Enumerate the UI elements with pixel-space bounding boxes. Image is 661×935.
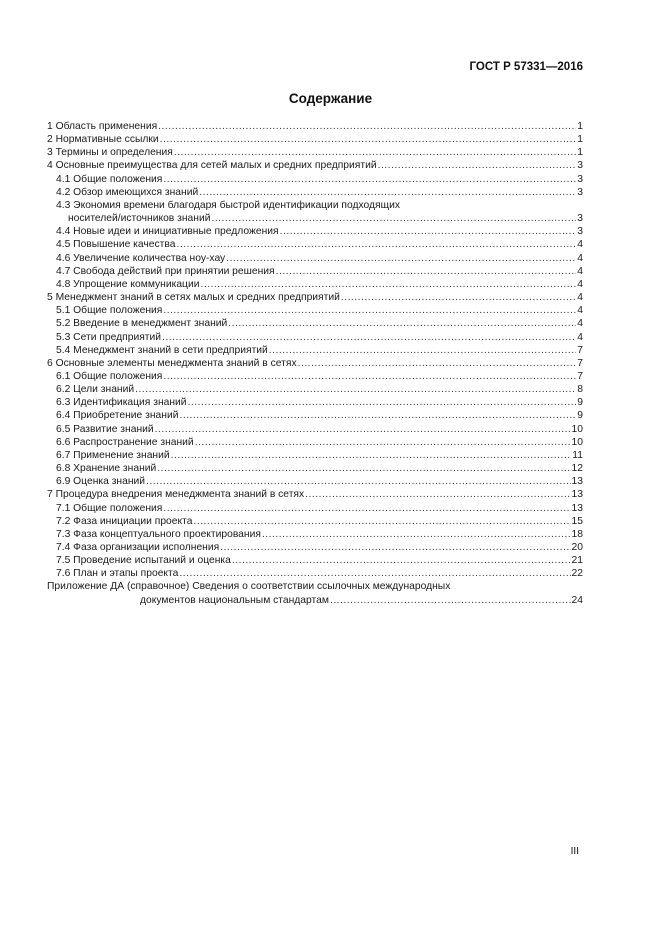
toc-entry[interactable] xyxy=(47,383,583,396)
leader-dots xyxy=(155,423,571,436)
toc-page-number: 1 xyxy=(577,121,583,132)
leader-dots xyxy=(176,238,576,251)
toc-entry[interactable] xyxy=(47,133,583,146)
leader-dots xyxy=(146,475,571,488)
leader-dots xyxy=(188,396,577,409)
toc-entry-label: 5.1 Общие положения xyxy=(56,305,163,317)
leader-dots xyxy=(305,488,570,501)
leader-dots xyxy=(163,304,576,317)
leader-dots xyxy=(193,515,570,528)
toc-entry[interactable] xyxy=(47,225,583,238)
toc-page-number: 4 xyxy=(577,331,583,343)
toc-page-number: 4 xyxy=(577,265,583,277)
leader-dots xyxy=(174,146,576,159)
toc-page-number: 9 xyxy=(577,397,583,409)
toc-entry-label: 3 Термины и определения xyxy=(47,147,173,159)
toc-entry[interactable] xyxy=(47,212,583,225)
toc-entry[interactable] xyxy=(47,370,583,383)
toc-page-number: 1 xyxy=(577,147,583,159)
toc-page-number: 9 xyxy=(577,410,583,422)
page-number: III xyxy=(570,846,579,857)
toc-entry-label: 6.6 Распространение знаний xyxy=(56,436,194,448)
leader-dots xyxy=(199,186,576,199)
toc-entry-label: 6.7 Применение знаний xyxy=(56,449,170,461)
toc-page-number: 21 xyxy=(571,555,583,567)
leader-dots xyxy=(179,567,570,580)
leader-dots xyxy=(163,370,576,383)
toc-entry[interactable] xyxy=(47,436,583,449)
leader-dots xyxy=(220,541,570,554)
toc-entry-label: 2 Нормативные ссылки xyxy=(47,134,159,146)
toc-entry-label: 7.4 Фаза организации исполнения xyxy=(56,542,220,553)
leader-dots xyxy=(280,225,577,238)
leader-dots xyxy=(341,291,576,304)
leader-dots xyxy=(232,554,571,567)
leader-dots xyxy=(179,409,576,422)
leader-dots xyxy=(226,252,576,265)
toc-entry[interactable] xyxy=(47,357,583,370)
toc-entry[interactable] xyxy=(47,173,583,186)
toc-page-number: 3 xyxy=(577,160,583,172)
toc-page-number: 7 xyxy=(577,357,583,369)
toc-entry-label: 1 Область применения xyxy=(47,121,158,132)
leader-dots xyxy=(200,278,576,291)
leader-dots xyxy=(330,594,571,607)
toc-page-number: 4 xyxy=(577,278,583,290)
toc-entry[interactable] xyxy=(47,186,583,199)
leader-dots xyxy=(269,344,576,357)
toc-entry[interactable] xyxy=(47,515,583,528)
toc-entry-label: 6.8 Хранение знаний xyxy=(56,463,157,475)
leader-dots xyxy=(378,159,577,172)
leader-dots xyxy=(195,436,571,449)
toc-title: Содержание xyxy=(288,91,373,106)
toc-entry-label: 4.4 Новые идеи и инициативные предложения xyxy=(56,226,279,238)
toc-page-number: 12 xyxy=(571,463,583,475)
leader-dots xyxy=(163,173,576,186)
toc-page-number: 3 xyxy=(577,213,583,225)
toc-entry-label[interactable]: 4.3 Экономия времени благодаря быстрой идентификации подходящих xyxy=(56,199,401,211)
toc-page-number: 8 xyxy=(577,384,583,396)
leader-dots xyxy=(163,502,570,515)
toc-entry[interactable] xyxy=(47,567,583,580)
leader-dots xyxy=(158,120,576,133)
toc-entry[interactable] xyxy=(47,265,583,278)
toc-page-number: 4 xyxy=(577,239,583,251)
toc-entry-label: 6.1 Общие положения xyxy=(56,370,163,382)
toc-page-number: 18 xyxy=(571,528,583,540)
table-of-contents xyxy=(47,120,583,607)
toc-page-number: 4 xyxy=(577,292,583,304)
toc-page-number: 4 xyxy=(577,252,583,264)
toc-page-number: 24 xyxy=(571,594,583,606)
toc-entry[interactable] xyxy=(47,120,583,133)
toc-entry[interactable] xyxy=(47,554,583,567)
toc-entry-label: 7.5 Проведение испытаний и оценка xyxy=(56,555,231,567)
toc-entry-label: 6.2 Цели знаний xyxy=(56,384,135,396)
toc-entry-label: 5 Менеджмент знаний в сетях малых и средних предприятий xyxy=(47,292,340,304)
toc-page-number: 13 xyxy=(571,476,583,488)
toc-entry[interactable] xyxy=(47,449,583,462)
toc-page-number: 7 xyxy=(577,344,583,356)
toc-entry-label: 6.5 Развитие знаний xyxy=(56,423,154,435)
toc-entry[interactable] xyxy=(47,409,583,422)
toc-entry-label: 7 Процедура внедрения менеджмента знаний в сетях xyxy=(47,489,305,501)
toc-entry-label: 6.4 Приобретение знаний xyxy=(56,410,179,422)
toc-page-number: 10 xyxy=(571,436,583,448)
toc-entry-label: 7.2 Фаза инициации проекта xyxy=(56,515,193,527)
leader-dots xyxy=(160,133,577,146)
leader-dots xyxy=(162,331,576,344)
toc-entry-label: 6.3 Идентификация знаний xyxy=(56,397,187,409)
toc-entry[interactable] xyxy=(47,594,583,607)
toc-entry[interactable] xyxy=(47,238,583,251)
toc-page-number: 15 xyxy=(571,515,583,527)
toc-page-number: 10 xyxy=(571,423,583,435)
toc-page-number: 1 xyxy=(577,134,583,146)
toc-page-number: 7 xyxy=(577,370,583,382)
toc-entry-label: 4.8 Упрощение коммуникации xyxy=(56,278,200,290)
leader-dots xyxy=(157,462,570,475)
toc-entry-label: 7.1 Общие положения xyxy=(56,502,163,514)
leader-dots xyxy=(228,317,576,330)
leader-dots xyxy=(211,212,576,225)
toc-page-number: 11 xyxy=(572,449,583,461)
toc-entry-label: 7.3 Фаза концептуального проектирования xyxy=(56,528,261,540)
toc-entry-label: 5.2 Введение в менеджмент знаний xyxy=(56,318,228,330)
toc-page-number: 13 xyxy=(571,489,583,501)
toc-entry[interactable] xyxy=(47,541,583,554)
toc-entry[interactable] xyxy=(47,502,583,515)
leader-dots xyxy=(262,528,571,541)
toc-page-number: 20 xyxy=(571,542,583,553)
toc-entry[interactable] xyxy=(47,475,583,488)
toc-entry-label: 6 Основные элементы менеджмента знаний в сетях xyxy=(47,357,297,369)
toc-entry[interactable] xyxy=(47,146,583,159)
leader-dots xyxy=(171,449,572,462)
toc-entry[interactable] xyxy=(47,528,583,541)
toc-entry[interactable] xyxy=(47,278,583,291)
toc-entry-label-continued: носителей/источников знаний xyxy=(68,213,211,225)
leader-dots xyxy=(298,357,577,370)
toc-entry-label-continued: документов национальным стандартам xyxy=(140,594,329,606)
toc-entry[interactable] xyxy=(47,462,583,475)
toc-entry-label: 5.3 Сети предприятий xyxy=(56,331,161,343)
toc-entry[interactable] xyxy=(47,317,583,330)
toc-entry-label: 4 Основные преимущества для сетей малых и средних предприятий xyxy=(47,160,377,172)
toc-entry-label: 6.9 Оценка знаний xyxy=(56,476,146,488)
toc-entry[interactable] xyxy=(47,252,583,265)
standard-code: ГОСТ Р 57331—2016 xyxy=(469,61,583,73)
toc-entry-label[interactable]: Приложение ДА (справочное) Сведения о соответствии ссылочных международных xyxy=(47,581,451,593)
toc-entry[interactable] xyxy=(47,304,583,317)
toc-page-number: 4 xyxy=(577,318,583,330)
toc-entry-label: 7.6 План и этапы проекта xyxy=(56,568,179,580)
toc-page-number: 3 xyxy=(577,226,583,238)
toc-entry[interactable] xyxy=(47,423,583,436)
toc-entry-label: 4.6 Увеличение количества ноу-хау xyxy=(56,252,226,264)
toc-entry[interactable] xyxy=(47,488,583,501)
toc-page-number: 22 xyxy=(571,568,583,580)
toc-page-number: 4 xyxy=(577,305,583,317)
toc-entry-label: 4.5 Повышение качества xyxy=(56,239,176,251)
toc-entry-label: 4.7 Свобода действий при принятии решения xyxy=(56,265,275,277)
toc-entry[interactable] xyxy=(47,331,583,344)
toc-entry[interactable] xyxy=(47,396,583,409)
toc-entry-label: 4.2 Обзор имеющихся знаний xyxy=(56,186,199,198)
toc-entry[interactable] xyxy=(47,291,583,304)
toc-page-number: 13 xyxy=(571,502,583,514)
leader-dots xyxy=(276,265,577,278)
toc-page-number: 3 xyxy=(577,173,583,185)
toc-entry-label: 4.1 Общие положения xyxy=(56,173,163,185)
leader-dots xyxy=(135,383,576,396)
toc-page-number: 3 xyxy=(577,186,583,198)
toc-entry[interactable] xyxy=(47,344,583,357)
toc-entry[interactable] xyxy=(47,159,583,172)
toc-entry-label: 5.4 Менеджмент знаний в сети предприятий xyxy=(56,344,268,356)
